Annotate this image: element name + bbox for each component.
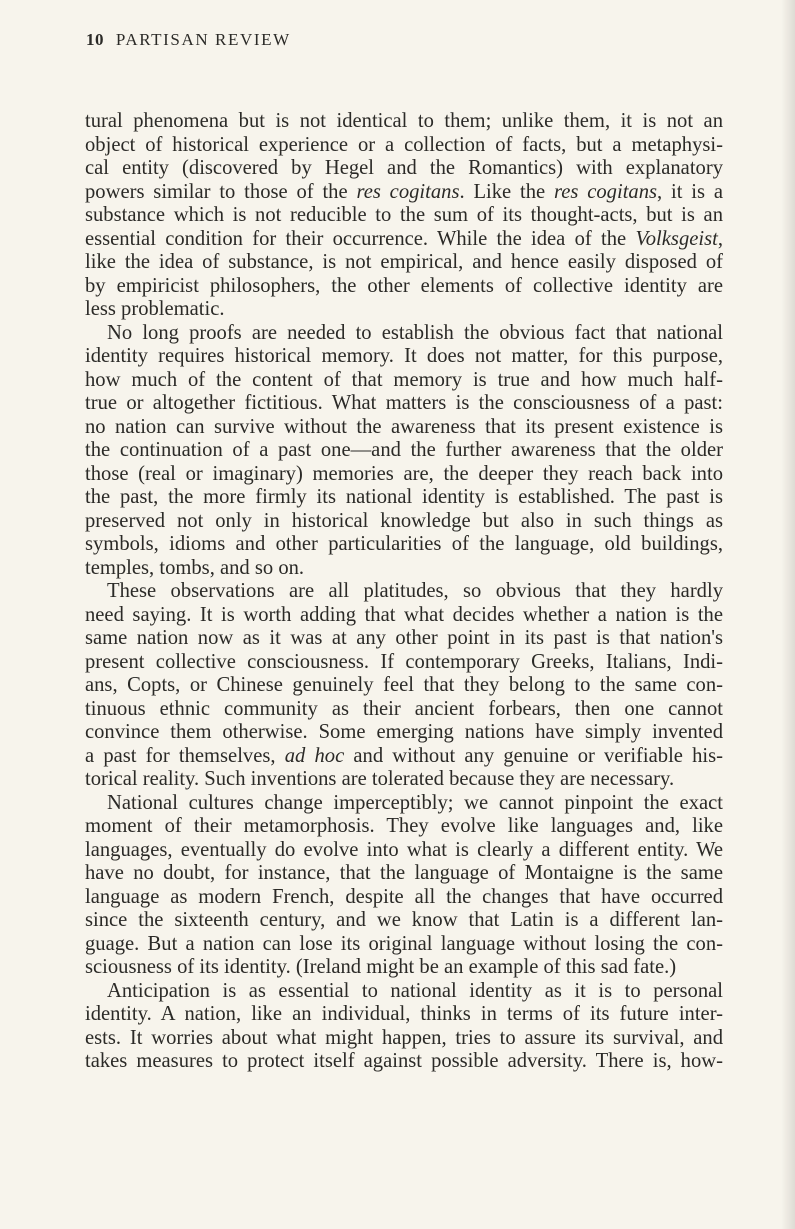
italic-term: Volksgeist: [635, 227, 718, 250]
journal-title: PARTISAN REVIEW: [115, 30, 291, 49]
text-line: [85, 1003, 723, 1027]
text-line: [85, 392, 723, 416]
text-run: convince them otherwise. Some emerging nations have simply invented: [85, 721, 723, 743]
text-line: [85, 110, 723, 134]
text-run: language as modern French, despite all the changes that have occurred: [85, 885, 723, 908]
text-line: [85, 839, 723, 863]
text-run: temples, tombs, and so on.: [85, 556, 305, 579]
text-line: [85, 698, 723, 722]
text-line: [85, 721, 723, 745]
text-line: [85, 228, 723, 252]
text-run: present collective consciousness. If contemporary Greeks, Italians, Indi-: [85, 650, 723, 673]
text-line: [85, 674, 723, 698]
text-run: , it is a: [657, 180, 723, 203]
text-run: torical reality. Such inventions are tolerated because they are necessary.: [85, 768, 675, 790]
text-line: [85, 345, 723, 369]
text-run: languages, eventually do evolve into what is clearly a different entity. We: [85, 838, 723, 861]
text-run: need saying. It is worth adding that what decides whether a nation is the: [85, 603, 723, 626]
text-run: takes measures to protect itself against possible adversity. There is, how-: [85, 1050, 723, 1072]
text-line: [85, 369, 723, 393]
text-line: [85, 651, 723, 675]
text-run: no nation can survive without the awareness that its present existence is: [85, 415, 723, 438]
text-run: National cultures change imperceptibly; we cannot pinpoint the exact: [107, 791, 723, 814]
text-line: [85, 322, 723, 346]
text-line: [85, 604, 723, 628]
text-line: [85, 909, 723, 933]
text-run: since the sixteenth century, and we know that Latin is a different lan-: [85, 909, 723, 931]
text-run: same nation now as it was at any other point in its past is that nation's: [85, 627, 723, 649]
text-line: [85, 933, 723, 957]
text-run: symbols, idioms and other particularities of the language, old buildings,: [85, 533, 723, 555]
text-run: moment of their metamorphosis. They evolve like languages and, like: [85, 815, 723, 837]
text-run: how much of the content of that memory is true and how much half-: [85, 368, 723, 391]
italic-term: res cogitans: [356, 180, 460, 203]
italic-term: res cogitans: [554, 180, 658, 203]
text-line: [85, 980, 723, 1004]
text-line: [85, 134, 723, 158]
text-run: cal entity (discovered by Hegel and the Romantics) with explanatory: [85, 157, 723, 179]
text-line: [85, 745, 723, 769]
text-line: [85, 886, 723, 910]
text-run: identity requires historical memory. It does not matter, for this purpose,: [85, 345, 723, 367]
text-line: [85, 275, 723, 299]
text-line: [85, 956, 723, 980]
text-run: tural phenomena but is not identical to them; unlike them, it is not an: [85, 110, 723, 132]
text-run: a past for themselves,: [85, 744, 285, 767]
text-line: [85, 251, 723, 275]
text-line: [85, 439, 723, 463]
text-line: [85, 862, 723, 886]
text-run: and without any genuine or verifiable his-: [344, 744, 723, 767]
running-head: [86, 30, 291, 50]
text-run: those (real or imaginary) memories are, the deeper they reach back into: [85, 462, 723, 485]
text-run: sciousness of its identity. (Ireland might be an example of this sad fate.): [85, 956, 677, 978]
text-run: ,: [717, 227, 723, 250]
text-line: [85, 792, 723, 816]
text-line: [85, 204, 723, 228]
text-run: ans, Copts, or Chinese genuinely feel that they belong to the same con-: [85, 674, 723, 696]
text-run: essential condition for their occurrence. While the idea of the: [85, 227, 636, 250]
text-line: [85, 486, 723, 510]
text-run: powers similar to those of the: [85, 180, 357, 203]
text-run: substance which is not reducible to the sum of its thought-acts, but is an: [85, 204, 723, 226]
text-line: [85, 580, 723, 604]
text-run: by empiricist philosophers, the other elements of collective identity are: [85, 274, 723, 297]
text-run: true or altogether fictitious. What matters is the consciousness of a past:: [85, 392, 723, 414]
text-run: Anticipation is as essential to national identity as it is to personal: [107, 979, 723, 1002]
text-line: [85, 416, 723, 440]
text-line: [85, 627, 723, 651]
text-run: less problematic.: [85, 298, 225, 320]
text-run: tinuous ethnic community as their ancient forbears, then one cannot: [85, 697, 723, 720]
text-run: guage. But a nation can lose its original language without losing the con-: [85, 932, 723, 955]
text-line: [85, 157, 723, 181]
text-line: [85, 557, 723, 581]
text-run: preserved not only in historical knowledge but also in such things as: [85, 509, 723, 532]
text-run: No long proofs are needed to establish the obvious fact that national: [107, 321, 723, 344]
text-run: These observations are all platitudes, so obvious that they hardly: [107, 580, 723, 602]
page-number: 10: [86, 30, 104, 49]
text-line: [85, 1027, 723, 1051]
text-line: [85, 768, 723, 792]
italic-term: ad hoc: [284, 744, 345, 767]
text-line: [85, 510, 723, 534]
text-line: [85, 298, 723, 322]
text-run: like the idea of substance, is not empirical, and hence easily disposed of: [85, 251, 723, 273]
text-run: identity. A nation, like an individual, thinks in terms of its future inter-: [85, 1003, 723, 1025]
text-run: the continuation of a past one—and the further awareness that the older: [85, 439, 723, 461]
text-line: [85, 181, 723, 205]
text-line: [85, 815, 723, 839]
page-edge-shadow: [781, 0, 795, 1229]
body-text: [85, 110, 723, 1074]
text-run: the past, the more firmly its national identity is established. The past is: [85, 486, 723, 508]
text-run: object of historical experience or a collection of facts, but a metaphysi-: [85, 133, 723, 156]
text-run: . Like the: [459, 180, 555, 203]
text-run: ests. It worries about what might happen, tries to assure its survival, and: [85, 1026, 723, 1049]
text-line: [85, 463, 723, 487]
text-run: have no doubt, for instance, that the language of Montaigne is the same: [85, 862, 723, 884]
text-line: [85, 1050, 723, 1074]
text-line: [85, 533, 723, 557]
